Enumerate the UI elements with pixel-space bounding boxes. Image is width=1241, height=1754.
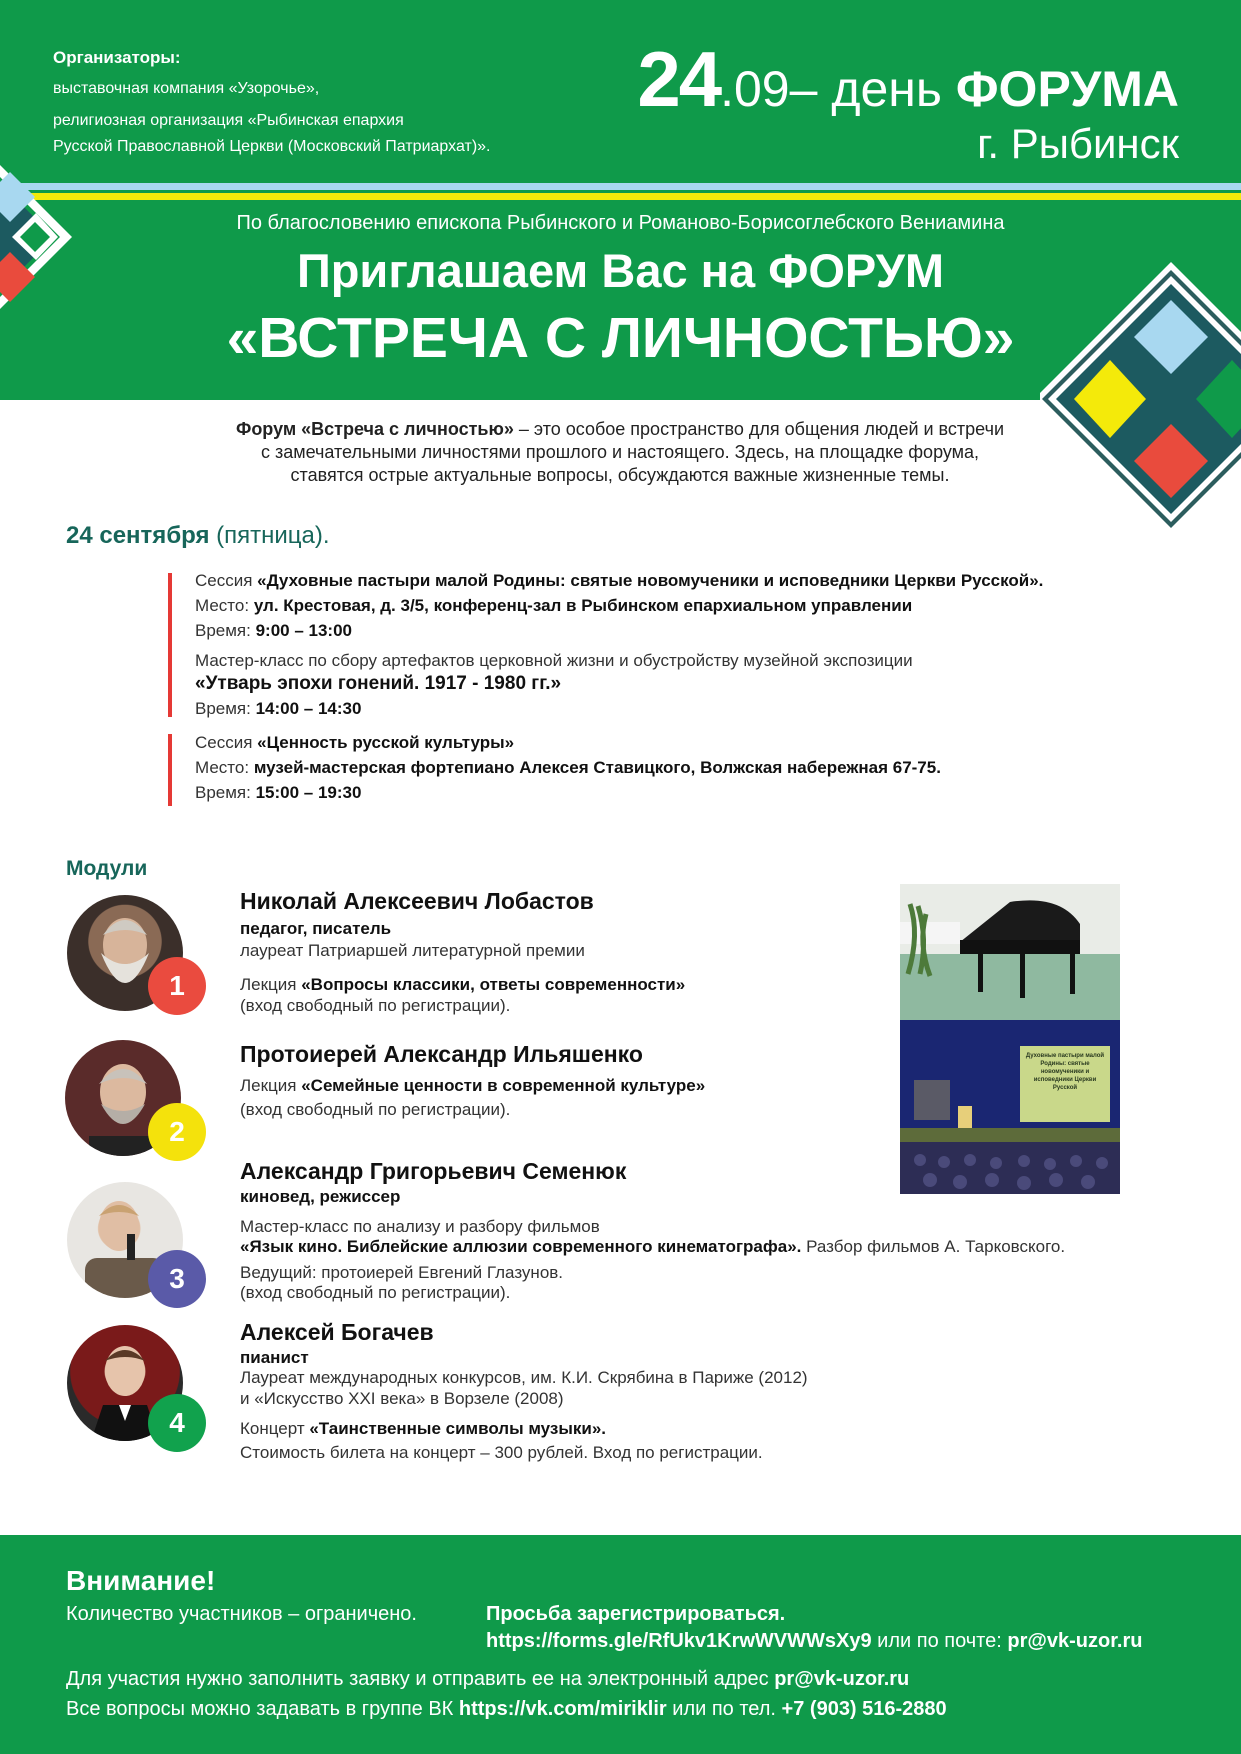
registration-line: https://forms.gle/RfUkv1KrwWVWWsXy9 или по почте: pr@vk-uzor.ru (486, 1630, 1143, 1652)
blessing-text: По благословению епископа Рыбинского и Романово-Борисоглебского Вениамина (236, 212, 1005, 234)
forum-name: «ВСТРЕЧА С ЛИЧНОСТЬЮ» (226, 306, 1015, 370)
speaker-award: Лауреат международных конкурсов, им. К.И. Скрябина в Париже (2012) (240, 1368, 808, 1387)
phone-number[interactable]: +7 (903) 516-2880 (781, 1698, 947, 1720)
divider-stripe (0, 193, 1241, 200)
piano-photo (900, 884, 1120, 1020)
forum-description: Форум «Встреча с личностью» – это особое пространство для общения людей и встречи с замечательными личностями прошлого и настоящего. Здесь, на площадке форума, ставятся острые актуальные вопросы, обсуждаются важные жизненные темы. (235, 419, 1005, 485)
vk-link[interactable]: https://vk.com/miriklir (458, 1698, 667, 1720)
speaker-name: Николай Алексеевич Лобастов (240, 888, 594, 914)
city: г. Рыбинск (977, 120, 1179, 167)
participants-limited: Количество участников – ограничено. (66, 1603, 417, 1625)
speaker-name: Александр Григорьевич Семенюк (240, 1158, 627, 1184)
date-text: – день (789, 61, 956, 117)
organizer-line: выставочная компания «Узорочье», (53, 80, 320, 97)
organizers-title: Организаторы: (53, 48, 181, 67)
session-time: Время: 15:00 – 19:30 (195, 783, 362, 802)
module-number-badge: 4 (148, 1394, 206, 1452)
module-event-label: Мастер-класс по анализу и разбору фильмов (240, 1217, 600, 1236)
module-note: (вход свободный по регистрации). (240, 996, 511, 1015)
questions-line: Все вопросы можно задавать в группе ВК https://vk.com/miriklir или по тел. +7 (903) 516-2880 (66, 1698, 947, 1720)
organizer-line: Русской Православной Церкви (Московский Патриархат)». (53, 138, 491, 155)
date-forum: ФОРУМА (955, 61, 1179, 117)
session-title-line: Сессия «Духовные пастыри малой Родины: святые новомученики и исповедники Церкви Русской». (195, 571, 1044, 590)
apply-line: Для участия нужно заполнить заявку и отправить ее на электронный адрес pr@vk-uzor.ru (66, 1668, 910, 1690)
module-host: Ведущий: протоиерей Евгений Глазунов. (240, 1263, 564, 1282)
master-class-time: Время: 14:00 – 14:30 (195, 699, 362, 718)
speaker-role: пианист (240, 1348, 309, 1367)
module-number-badge: 1 (148, 957, 206, 1015)
conference-photo (900, 1020, 1120, 1194)
session-time: Время: 9:00 – 13:00 (195, 621, 352, 640)
speaker-role: киновед, режиссер (240, 1187, 401, 1206)
divider-stripe (0, 183, 1241, 190)
organizer-line: религиозная организация «Рыбинская епархия (53, 112, 404, 129)
session-bar (168, 573, 172, 717)
diamond-ornament-right (1040, 262, 1241, 536)
modules-title: Модули (66, 857, 148, 880)
invite-title: Приглашаем Вас на ФОРУМ (296, 244, 945, 297)
session-title-line: Сессия «Ценность русской культуры» (195, 733, 515, 752)
module-event: Лекция «Вопросы классики, ответы современности» (240, 975, 686, 994)
module-event: Лекция «Семейные ценности в современной культуре» (240, 1076, 706, 1095)
master-class-title: «Утварь эпохи гонений. 1917 - 1980 гг.» (195, 673, 562, 694)
email-link[interactable]: pr@vk-uzor.ru (1007, 1630, 1143, 1652)
session-bar (168, 734, 172, 806)
schedule-date: 24 сентября (пятница). (66, 522, 330, 549)
module-note: Стоимость билета на концерт – 300 рублей. Вход по регистрации. (240, 1443, 763, 1462)
forum-date (637, 34, 1179, 125)
registration-link[interactable]: https://forms.gle/RfUkv1KrwWVWWsXy9 (486, 1630, 872, 1652)
date-day: 24 (637, 35, 721, 123)
apply-email-link[interactable]: pr@vk-uzor.ru (774, 1668, 910, 1690)
module-number-badge: 3 (148, 1250, 206, 1308)
module-note: (вход свободный по регистрации). (240, 1100, 511, 1119)
screen-text: Духовные пастыри малой Родины: святые новомученики и исповедники Церкви Русской (1025, 1053, 1105, 1091)
speaker-award: и «Искусство XXI века» в Ворзеле (2008) (240, 1389, 564, 1408)
speaker-role: педагог, писатель (240, 919, 392, 938)
intro-bold: Форум «Встреча с личностью» (235, 419, 514, 439)
attention-title: Внимание! (66, 1565, 216, 1596)
speaker-name: Протоиерей Александр Ильяшенко (240, 1041, 643, 1067)
speaker-name: Алексей Богачев (240, 1319, 434, 1345)
module-event: «Язык кино. Библейские аллюзии современного кинематографа». Разбор фильмов А. Тарковского. (240, 1237, 1066, 1256)
module-number-badge: 2 (148, 1103, 206, 1161)
master-class-text: Мастер-класс по сбору артефактов церковной жизни и обустройству музейной экспозиции (195, 651, 913, 670)
speaker-award: лауреат Патриаршей литературной премии (240, 941, 585, 960)
module-note: (вход свободный по регистрации). (240, 1283, 511, 1302)
date-month: .09 (720, 61, 790, 117)
register-request: Просьба зарегистрироваться. (486, 1603, 786, 1625)
module-event: Концерт «Таинственные символы музыки». (240, 1419, 607, 1438)
session-place: Место: музей-мастерская фортепиано Алексея Ставицкого, Волжская набережная 67-75. (195, 758, 941, 777)
session-place: Место: ул. Крестовая, д. 3/5, конференц-зал в Рыбинском епархиальном управлении (195, 596, 913, 615)
